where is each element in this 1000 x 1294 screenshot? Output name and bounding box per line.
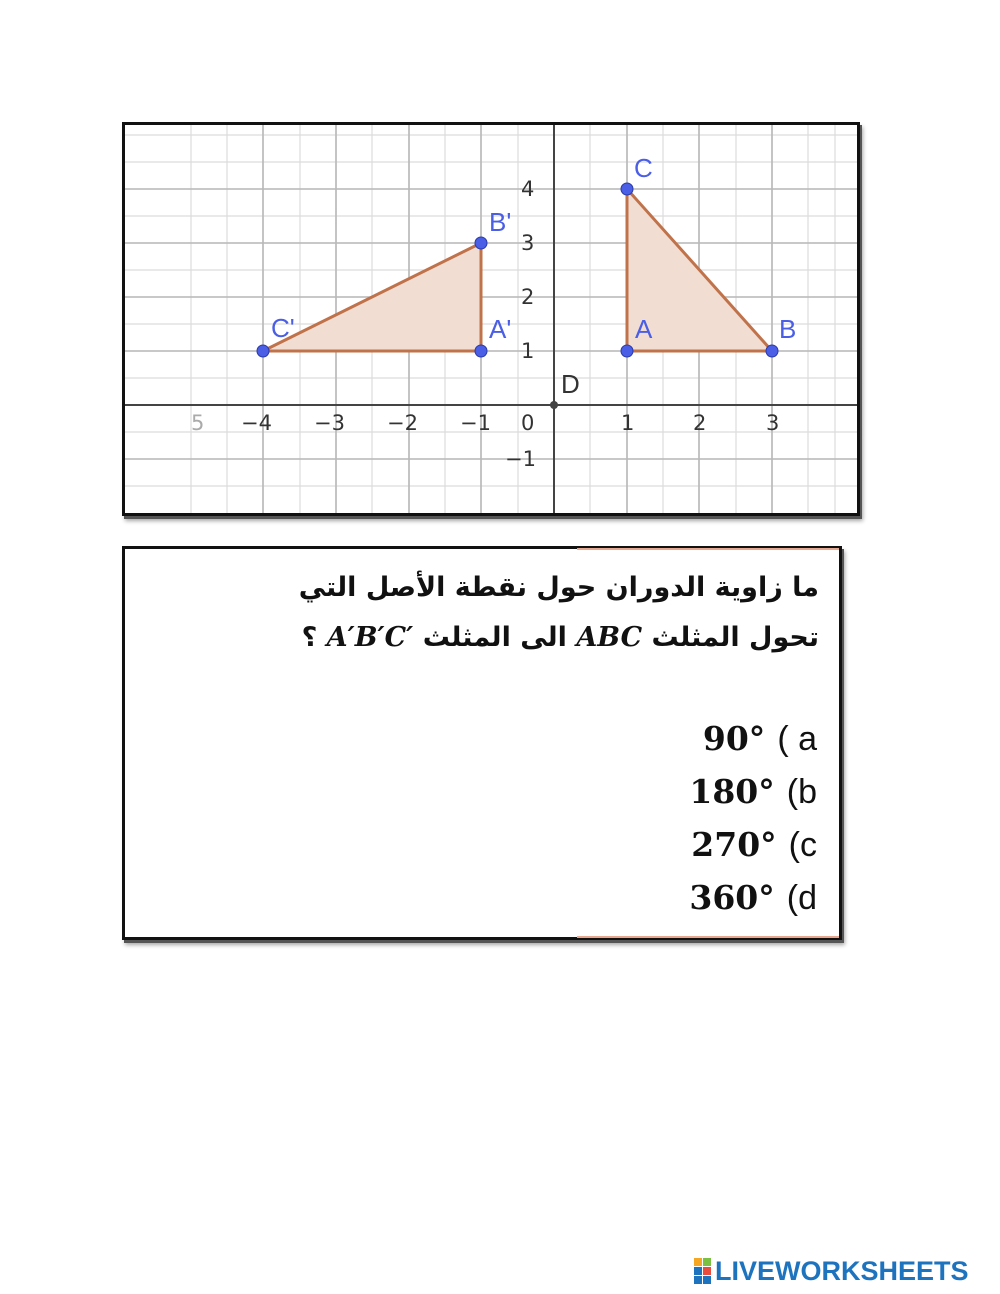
- label-c-prime: C': [271, 313, 295, 343]
- point-c-prime: [257, 345, 269, 357]
- x-tick-label: −3: [314, 411, 345, 435]
- point-d: [550, 401, 558, 409]
- point-a-prime: [475, 345, 487, 357]
- triangle-abc-name: ABC: [576, 622, 643, 653]
- question-text: [179, 563, 819, 663]
- accent-line: [577, 548, 839, 550]
- liveworksheets-logo-icon: [694, 1258, 712, 1284]
- option-b[interactable]: 180° (b: [689, 772, 817, 811]
- option-a[interactable]: 90° ( a: [702, 719, 817, 758]
- label-d: D: [561, 369, 580, 399]
- accent-line: [577, 936, 839, 938]
- x-tick-label: 5: [191, 411, 205, 435]
- x-tick-label: 2: [693, 411, 707, 435]
- label-b: B: [779, 314, 797, 344]
- liveworksheets-brand[interactable]: [694, 1256, 969, 1286]
- y-tick-label: 2: [521, 285, 535, 309]
- label-a-prime: A': [489, 314, 512, 344]
- option-c[interactable]: 270° (c: [691, 825, 817, 864]
- x-tick-label: −2: [387, 411, 418, 435]
- point-c: [621, 183, 633, 195]
- x-tick-label: −1: [460, 411, 491, 435]
- x-tick-label: 0: [521, 411, 535, 435]
- question-line-2: تحول المثلث ABC الى المثلث A′B′C′ ؟: [301, 622, 819, 653]
- x-tick-label: −4: [241, 411, 272, 435]
- label-b-prime: B': [489, 207, 512, 237]
- question-line-1: ما زاوية الدوران حول نقطة الأصل التي: [298, 572, 819, 603]
- point-b-prime: [475, 237, 487, 249]
- point-b: [766, 345, 778, 357]
- answer-options: [689, 719, 817, 931]
- graph-svg: [125, 125, 857, 513]
- coordinate-graph: [122, 122, 860, 516]
- y-tick-label: 1: [521, 339, 535, 363]
- x-tick-label: 3: [766, 411, 780, 435]
- label-c: C: [634, 153, 653, 183]
- point-a: [621, 345, 633, 357]
- y-tick-label: 4: [521, 177, 535, 201]
- label-a: A: [635, 314, 653, 344]
- brand-text: LIVEWORKSHEETS: [715, 1255, 969, 1286]
- y-tick-label: 3: [521, 231, 535, 255]
- x-tick-label: 1: [621, 411, 635, 435]
- y-tick-label: −1: [505, 447, 536, 471]
- triangle-prime-name: A′B′C′: [326, 622, 414, 653]
- question-box: [122, 546, 842, 940]
- option-d[interactable]: 360° (d: [689, 878, 817, 917]
